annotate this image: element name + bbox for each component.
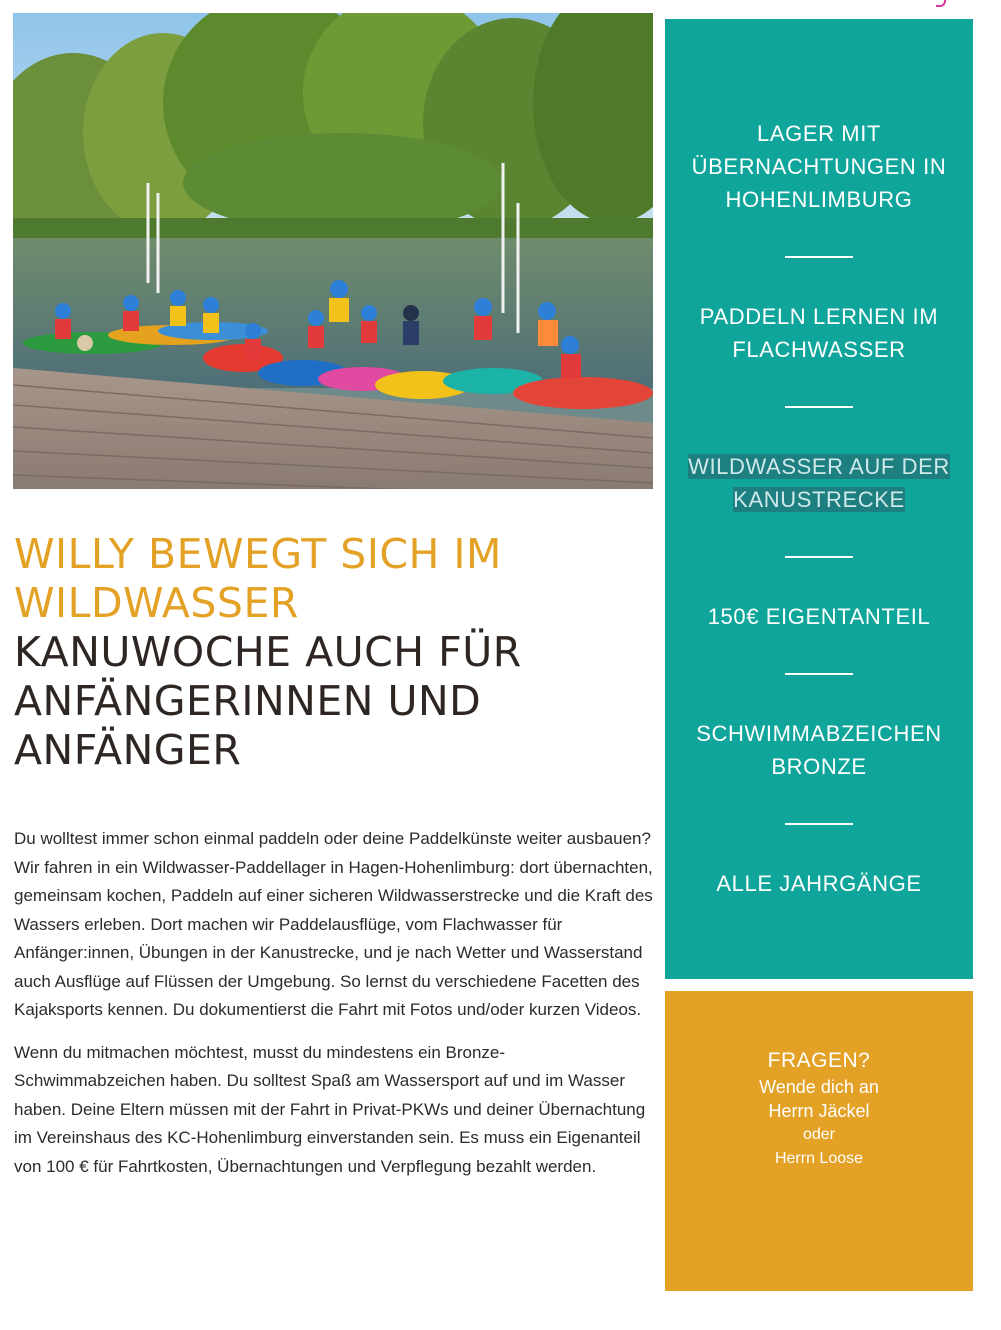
questions-box xyxy=(665,991,973,1291)
questions-title: FRAGEN? xyxy=(767,1049,871,1072)
questions-line-oder: oder xyxy=(802,1126,836,1143)
fact-flachwasser-text: PADDELN LERNEN IM FLACHWASSER xyxy=(699,304,939,362)
headline-orange-line-1: WILLY BEWEGT SICH IM xyxy=(14,530,502,578)
kayak-group-photo xyxy=(13,13,653,489)
headline-dark-line-1: KANUWOCHE AUCH FÜR xyxy=(14,628,522,676)
fact-schwimmabzeichen-text: SCHWIMMABZEICHEN BRONZE xyxy=(696,721,942,779)
headline-block xyxy=(14,530,654,775)
fact-jahrgaenge-text: ALLE JAHRGÄNGE xyxy=(716,871,922,896)
corner-decoration xyxy=(936,0,946,7)
fact-jahrgaenge xyxy=(665,867,973,900)
body-paragraph-1: Du wolltest immer schon einmal paddeln oder deine Paddelkünste weiter ausbauen? Wir fahren in ein Wildwasser-Paddellager in Hagen-Hohenlimburg: dort übernachten, gemeinsam kochen, Paddeln auf einer sicheren Wildwasserstrecke und die Kraft des Wassers erleben. Dort machen wir Paddelausflüge, vom Flachwasser für Anfänger:innen, Übungen in der Kanustrecke, und je nach Wetter und Wasserstand auch Ausflüge auf Flüssen der Umgebung. So lernst du verschiedene Facetten des Kajaksports kennen. Du dokumentierst die Fahrt mit Fotos und/oder kurzen Videos. xyxy=(14,829,653,1019)
body-paragraph-2: Wenn du mitmachen möchtest, musst du mindestens ein Bronze-Schwimmabzeichen haben. Du solltest Spaß am Wassersport auf und im Wasser haben. Deine Eltern müssen mit der Fahrt in Privat-PKWs und deiner Übernachtung im Vereinshaus des KC-Hohenlimburg einverstanden sein. Es muss ein Eigenanteil von 100 € für Fahrtkosten, Übernachtungen und Verpflegung bezahlt werden. xyxy=(14,1042,646,1176)
fact-lager xyxy=(665,117,973,216)
headline-orange-line-2: WILDWASSER xyxy=(14,579,299,627)
fact-wildwasser-text: WILDWASSER AUF DER KANUSTRECKE xyxy=(688,454,950,512)
facts-sidebar xyxy=(665,19,973,979)
fact-lager-text: LAGER MIT ÜBERNACHTUNGEN IN HOHENLIMBURG xyxy=(691,121,947,212)
questions-line-jaeckel: Herrn Jäckel xyxy=(768,1101,870,1121)
headline-dark-line-3: ANFÄNGER xyxy=(14,726,242,774)
fact-schwimmabzeichen xyxy=(665,717,973,783)
fact-wildwasser xyxy=(665,450,973,516)
fact-eigenanteil-text: 150€ EIGENTANTEIL xyxy=(707,604,931,629)
questions-line-contact: Wende dich an xyxy=(759,1077,879,1097)
fact-eigenanteil xyxy=(665,600,973,633)
fact-flachwasser xyxy=(665,300,973,366)
questions-line-loose: Herrn Loose xyxy=(774,1150,864,1167)
headline-dark-line-2: ANFÄNGERINNEN UND xyxy=(14,677,482,725)
body-text xyxy=(14,825,654,1195)
